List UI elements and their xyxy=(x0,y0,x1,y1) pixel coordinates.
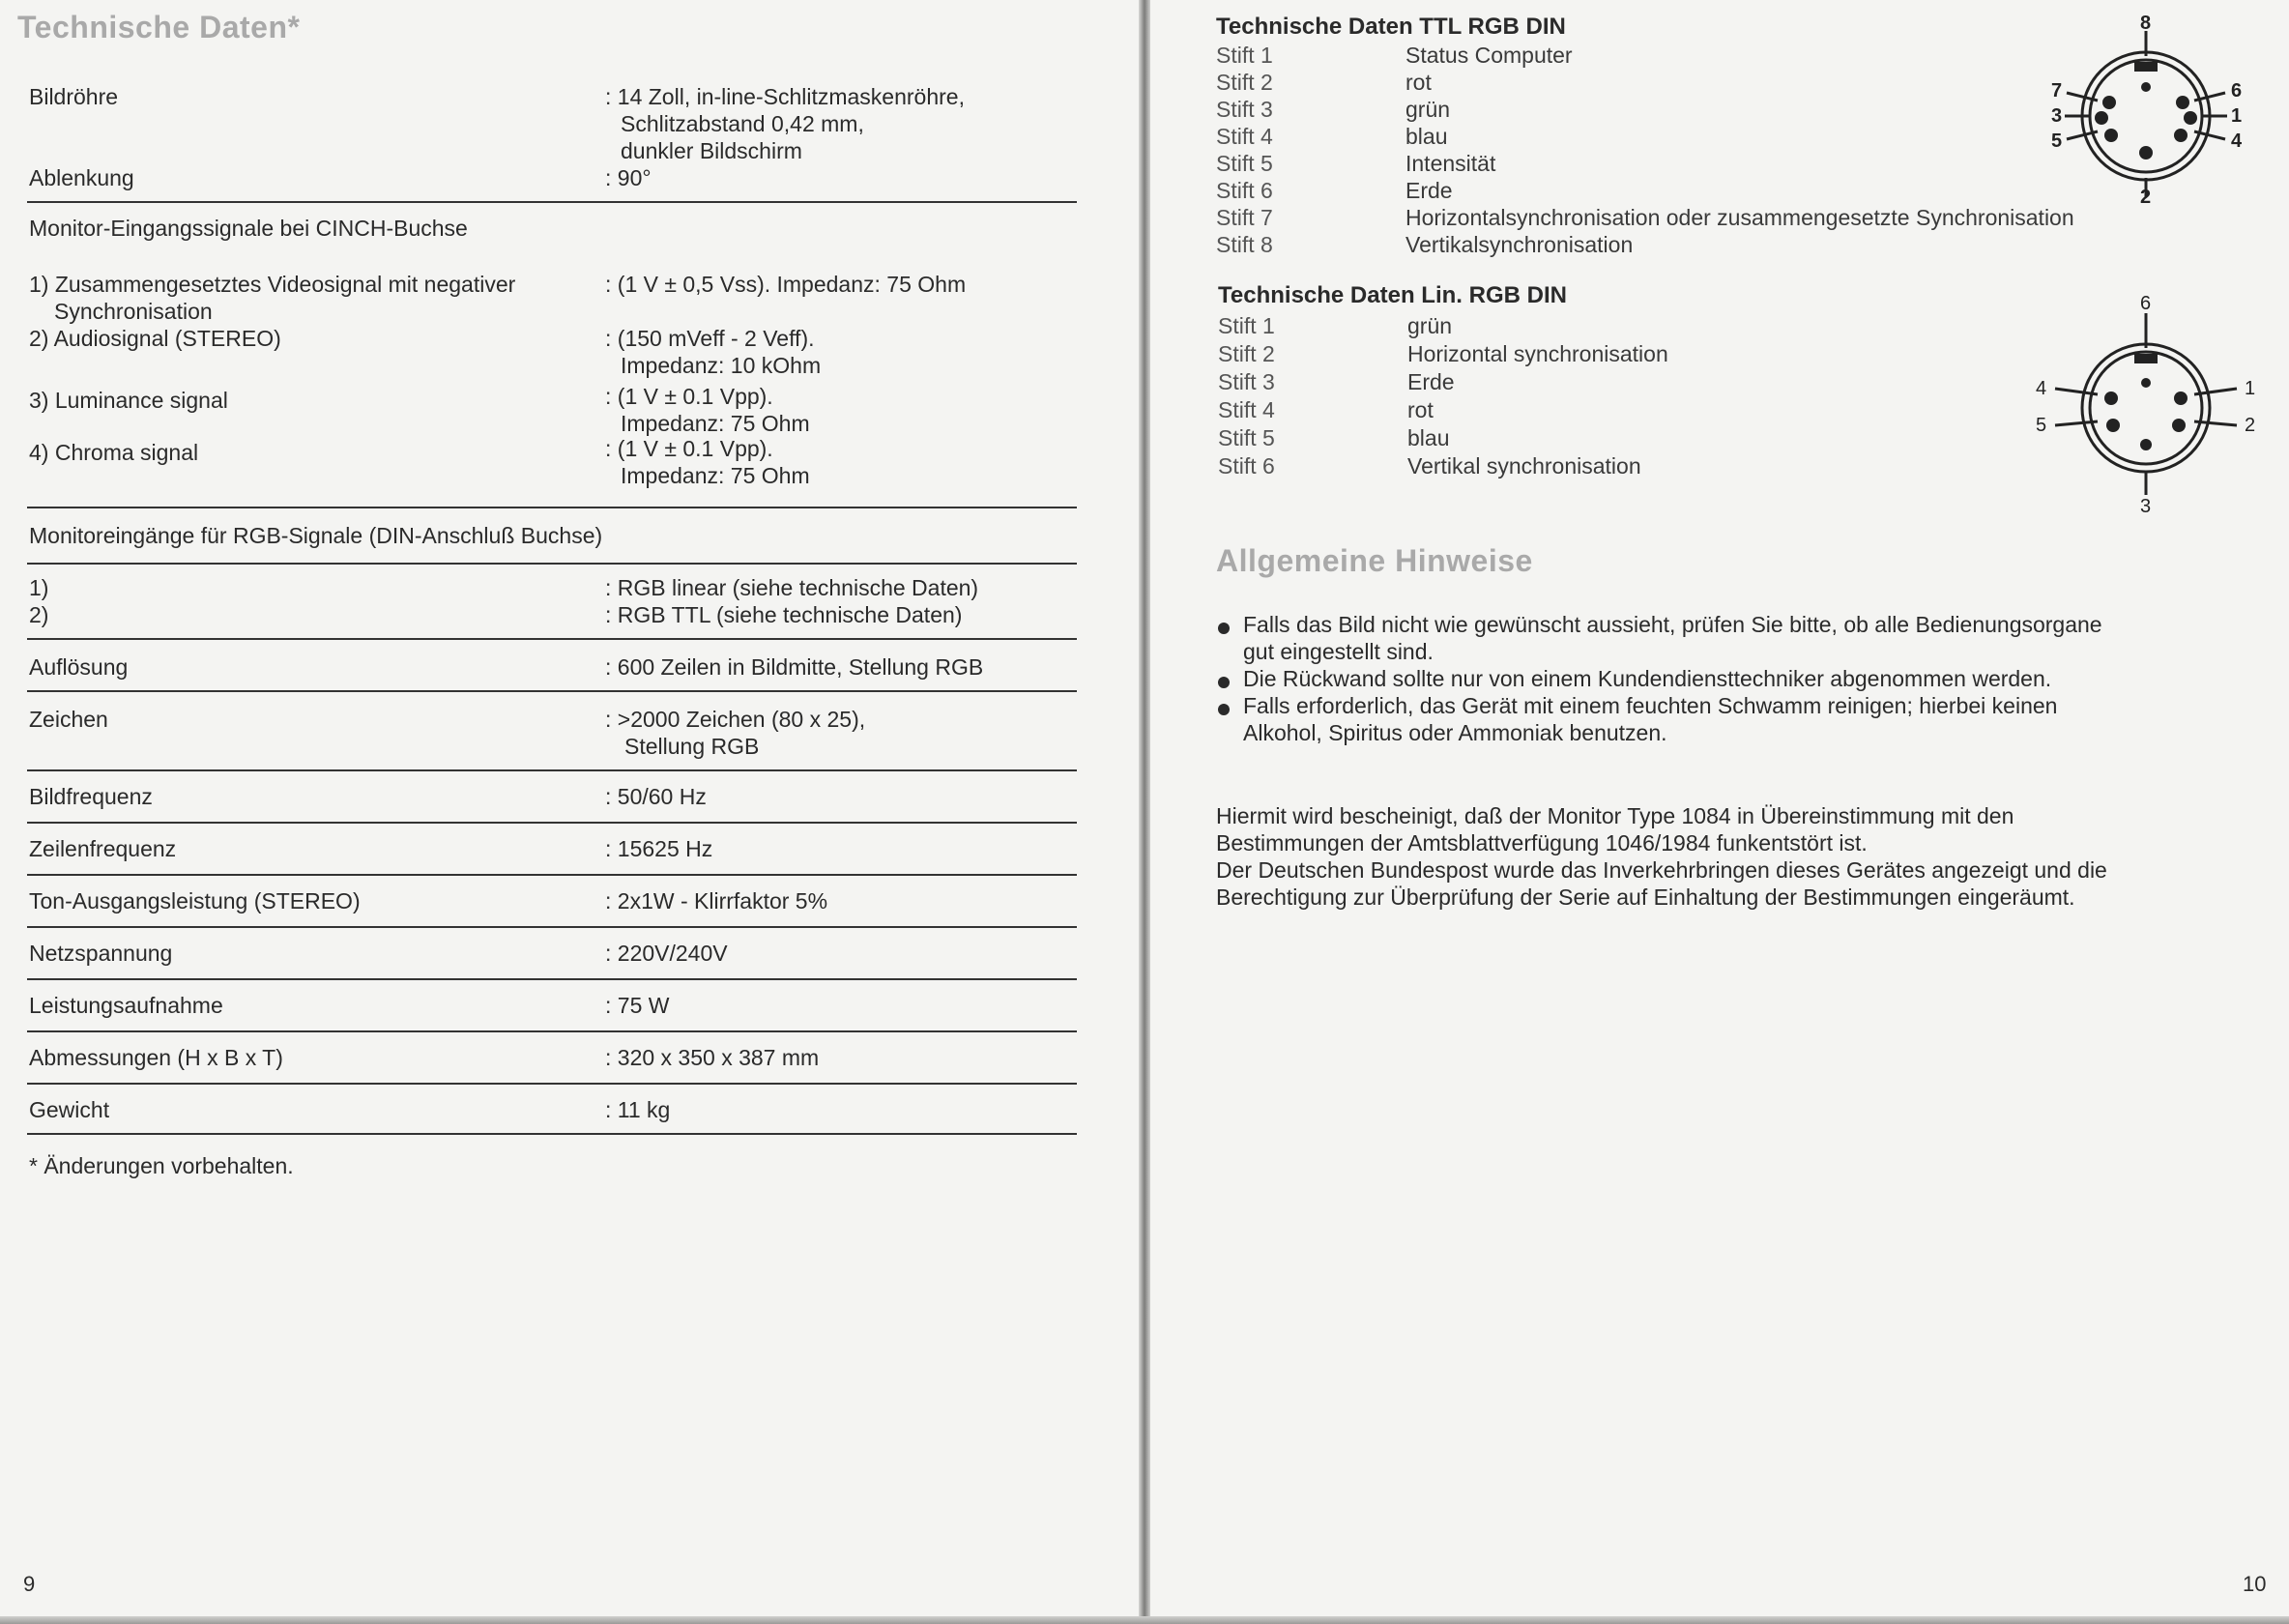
divider xyxy=(27,978,1077,980)
spec-value: : 11 kg xyxy=(605,1097,671,1122)
bullet-icon xyxy=(1218,704,1230,715)
pin-value: Horizontal synchronisation xyxy=(1407,341,1668,366)
certification-line: Der Deutschen Bundespost wurde das Inverkehrbringen dieses Gerätes angezeigt und die xyxy=(1216,857,2107,883)
spec-label: Gewicht xyxy=(29,1097,110,1122)
divider xyxy=(27,638,1077,640)
lin-din-connector-diagram xyxy=(2030,290,2262,518)
spec-label: 2) Audiosignal (STEREO) xyxy=(29,326,281,351)
divider xyxy=(27,874,1077,876)
note-line: Alkohol, Spiritus oder Ammoniak benutzen. xyxy=(1243,720,1667,745)
pin-label: Stift 4 xyxy=(1218,397,1275,422)
note-line: Die Rückwand sollte nur von einem Kundendiensttechniker abgenommen werden. xyxy=(1243,666,2052,691)
spec-value: Impedanz: 75 Ohm xyxy=(621,463,810,488)
divider xyxy=(27,769,1077,771)
book-spine xyxy=(1139,0,1150,1624)
note-line: Falls erforderlich, das Gerät mit einem feuchten Schwamm reinigen; hierbei keinen xyxy=(1243,693,2058,718)
pin-value: Status Computer xyxy=(1405,43,1573,68)
pin-label: Stift 1 xyxy=(1218,313,1275,338)
connector-pin-label: 3 xyxy=(2051,105,2063,127)
pin-value: rot xyxy=(1405,70,1432,95)
spec-label: Leistungsaufnahme xyxy=(29,993,223,1018)
bullet-icon xyxy=(1218,623,1230,634)
general-notes-title: Allgemeine Hinweise xyxy=(1216,543,1533,578)
spec-value: : (150 mVeff - 2 Veff). xyxy=(605,326,815,351)
spec-label: 2) xyxy=(29,602,49,627)
divider xyxy=(27,201,1077,203)
connector-pin-label: 4 xyxy=(2036,378,2047,399)
spec-value: : 14 Zoll, in-line-Schlitzmaskenröhre, xyxy=(605,84,965,109)
spec-label: 3) Luminance signal xyxy=(29,388,228,413)
spec-value: : 90° xyxy=(605,165,652,190)
divider xyxy=(27,1083,1077,1085)
pin-label: Stift 3 xyxy=(1216,97,1273,122)
connector-pin-label: 6 xyxy=(2140,293,2152,314)
pin-label: Stift 2 xyxy=(1218,341,1275,366)
spec-value: : 50/60 Hz xyxy=(605,784,707,809)
page-number: 10 xyxy=(2243,1572,2267,1596)
spec-value: : >2000 Zeichen (80 x 25), xyxy=(605,707,866,732)
divider xyxy=(27,690,1077,692)
spec-label: 1) xyxy=(29,575,49,600)
divider xyxy=(27,1030,1077,1032)
spec-value: dunkler Bildschirm xyxy=(621,138,802,163)
footnote: * Änderungen vorbehalten. xyxy=(29,1153,294,1178)
spec-label: Auflösung xyxy=(29,654,129,680)
spec-label: Ton-Ausgangsleistung (STEREO) xyxy=(29,888,361,914)
spec-value: Impedanz: 10 kOhm xyxy=(621,353,822,378)
divider xyxy=(27,822,1077,824)
connector-pin-label: 5 xyxy=(2036,415,2047,436)
note-line: gut eingestellt sind. xyxy=(1243,639,1434,664)
connector-pin-label: 6 xyxy=(2231,80,2243,102)
spec-label: 1) Zusammengesetztes Videosignal mit negativer xyxy=(29,272,516,297)
spec-label: Ablenkung xyxy=(29,165,134,190)
connector-pin-label: 2 xyxy=(2140,187,2152,208)
certification-line: Hiermit wird bescheinigt, daß der Monitor Type 1084 in Übereinstimmung mit den xyxy=(1216,803,2014,828)
pin-value: blau xyxy=(1405,124,1448,149)
connector-pin-label: 4 xyxy=(2231,130,2243,152)
spec-value: : (1 V ± 0,5 Vss). Impedanz: 75 Ohm xyxy=(605,272,967,297)
spec-label: Synchronisation xyxy=(54,299,213,324)
page-number: 9 xyxy=(23,1572,36,1596)
certification-line: Berechtigung zur Überprüfung der Serie auf Einhaltung der Bestimmungen eingeräumt. xyxy=(1216,884,2075,910)
spec-label: Zeichen xyxy=(29,707,108,732)
spec-value: : 600 Zeilen in Bildmitte, Stellung RGB xyxy=(605,654,984,680)
connector-pin-label: 7 xyxy=(2051,80,2063,102)
right-page xyxy=(1150,0,2289,1624)
spec-value: : 320 x 350 x 387 mm xyxy=(605,1045,820,1070)
pin-label: Stift 1 xyxy=(1216,43,1273,68)
connector-pin-label: 1 xyxy=(2245,378,2256,399)
spec-value: : 2x1W - Klirrfaktor 5% xyxy=(605,888,828,914)
spec-value: Stellung RGB xyxy=(624,734,760,759)
divider xyxy=(27,563,1077,565)
pin-label: Stift 3 xyxy=(1218,369,1275,394)
spec-label: Abmessungen (H x B x T) xyxy=(29,1045,283,1070)
pin-value: grün xyxy=(1405,97,1451,122)
pin-label: Stift 2 xyxy=(1216,70,1273,95)
pin-value: rot xyxy=(1407,397,1434,422)
ttl-heading: Technische Daten TTL RGB DIN xyxy=(1216,14,1566,40)
pin-label: Stift 7 xyxy=(1216,205,1273,230)
spec-value: Impedanz: 75 Ohm xyxy=(621,411,810,436)
connector-pin-label: 3 xyxy=(2140,496,2152,517)
pin-value: Intensität xyxy=(1405,151,1496,176)
page-bottom-edge xyxy=(0,1616,2289,1624)
pin-label: Stift 6 xyxy=(1216,178,1273,203)
pin-label: Stift 8 xyxy=(1216,232,1273,257)
spec-value: : RGB TTL (siehe technische Daten) xyxy=(605,602,963,627)
pin-value: grün xyxy=(1407,313,1453,338)
page-title: Technische Daten* xyxy=(17,10,301,44)
section-heading: Monitor-Eingangssignale bei CINCH-Buchse xyxy=(29,216,468,241)
pin-label: Stift 4 xyxy=(1216,124,1273,149)
spec-label: Netzspannung xyxy=(29,941,173,966)
spec-value: : 75 W xyxy=(605,993,670,1018)
spec-value: : 15625 Hz xyxy=(605,836,713,861)
spec-value: : RGB linear (siehe technische Daten) xyxy=(605,575,979,600)
spec-value: Schlitzabstand 0,42 mm, xyxy=(621,111,864,136)
divider xyxy=(27,507,1077,508)
connector-pin-label: 8 xyxy=(2140,13,2152,34)
pin-label: Stift 5 xyxy=(1218,425,1275,450)
pin-label: Stift 5 xyxy=(1216,151,1273,176)
divider xyxy=(27,1133,1077,1135)
pin-value: Vertikal synchronisation xyxy=(1407,453,1641,478)
spec-label: Zeilenfrequenz xyxy=(29,836,177,861)
spec-label: Bildröhre xyxy=(29,84,119,109)
pin-value: Vertikalsynchronisation xyxy=(1405,232,1634,257)
ttl-din-connector-diagram xyxy=(2030,8,2262,211)
left-page xyxy=(0,0,1139,1624)
spec-label: Bildfrequenz xyxy=(29,784,153,809)
section-heading: Monitoreingänge für RGB-Signale (DIN-Anschluß Buchse) xyxy=(29,523,603,548)
spec-value: : (1 V ± 0.1 Vpp). xyxy=(605,384,773,409)
pin-value: Erde xyxy=(1405,178,1453,203)
connector-pin-label: 1 xyxy=(2231,105,2243,127)
note-line: Falls das Bild nicht wie gewünscht aussieht, prüfen Sie bitte, ob alle Bedienungsorgane xyxy=(1243,612,2102,637)
spec-value: : (1 V ± 0.1 Vpp). xyxy=(605,436,773,461)
lin-heading: Technische Daten Lin. RGB DIN xyxy=(1218,282,1567,308)
pin-value: blau xyxy=(1407,425,1450,450)
certification-line: Bestimmungen der Amtsblattverfügung 1046/1984 funkentstört ist. xyxy=(1216,830,1868,856)
pin-value: Horizontalsynchronisation oder zusammengesetzte Synchronisation xyxy=(1405,205,2074,230)
divider xyxy=(27,926,1077,928)
pin-label: Stift 6 xyxy=(1218,453,1275,478)
spec-value: : 220V/240V xyxy=(605,941,728,966)
connector-pin-label: 5 xyxy=(2051,130,2063,152)
pin-value: Erde xyxy=(1407,369,1455,394)
connector-pin-label: 2 xyxy=(2245,415,2256,436)
bullet-icon xyxy=(1218,677,1230,688)
spec-label: 4) Chroma signal xyxy=(29,440,199,465)
